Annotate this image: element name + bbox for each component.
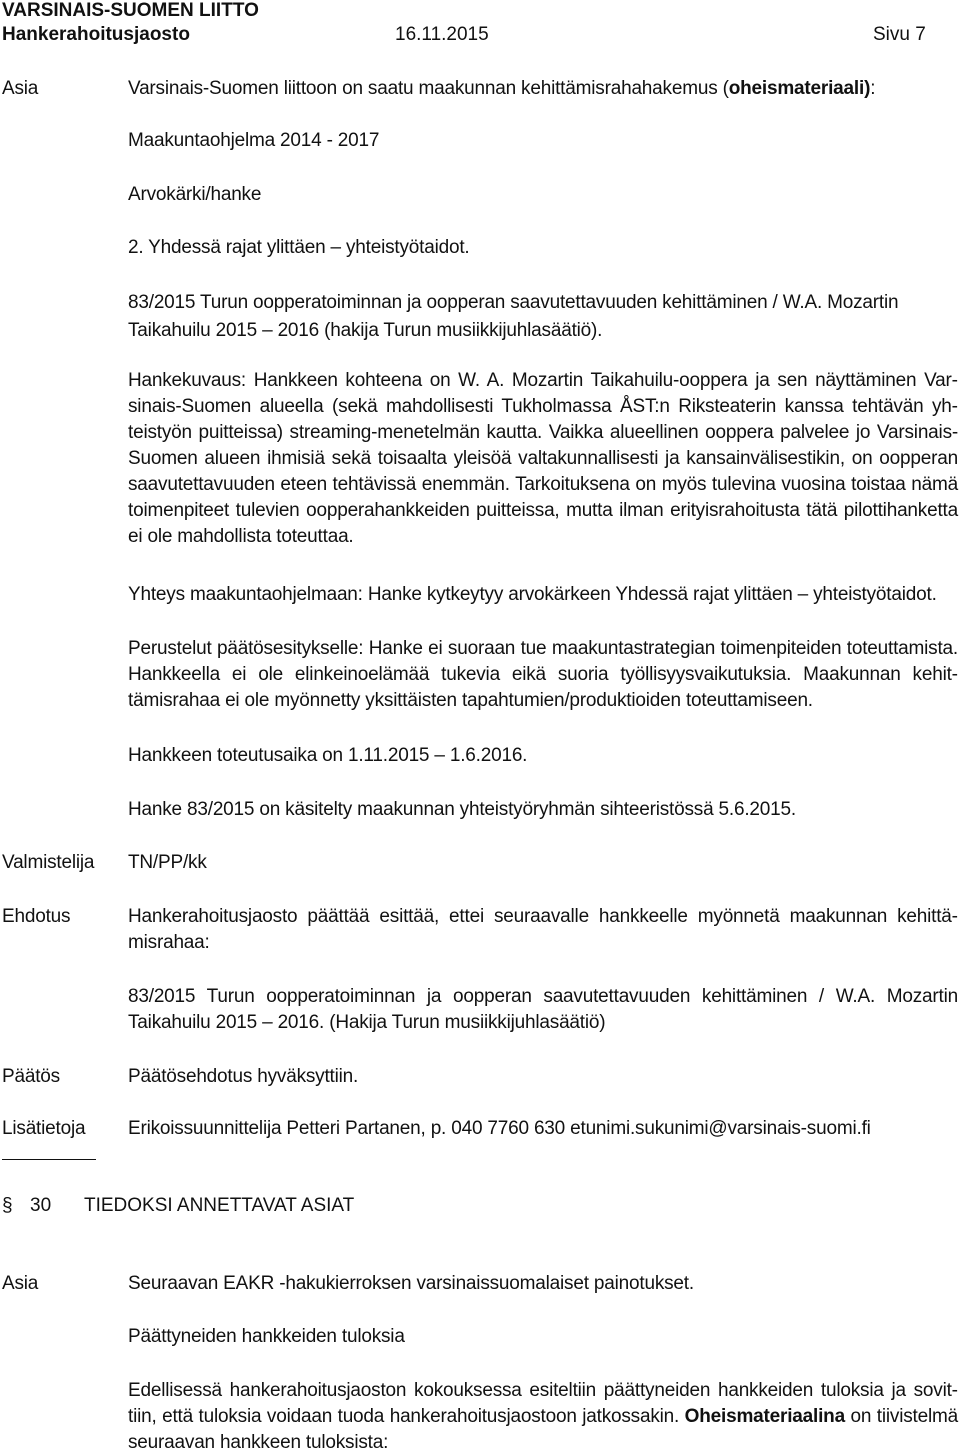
section-marker: § — [2, 1195, 13, 1216]
decision-text: Päätösehdotus hyväksyttiin. — [128, 1066, 359, 1087]
intro-colon: : — [870, 78, 876, 99]
handling-note: Hanke 83/2015 on käsitelty maakunnan yhteistyöryhmän sihteeristössä 5.6.2015. — [128, 799, 796, 820]
intro-line — [128, 76, 875, 102]
section-divider — [2, 1159, 96, 1160]
item30-body — [128, 1378, 958, 1456]
cornerstone-line: Arvokärki/hanke — [128, 184, 262, 205]
section-number: 30 — [30, 1195, 52, 1216]
label-valmistelija: Valmistelija — [2, 852, 95, 873]
label-paatos: Päätös — [2, 1066, 60, 1087]
intro-text: Varsinais-Suomen liittoon on saatu maakunnan kehittämisrahahakemus ( — [128, 78, 729, 99]
page-number: Sivu 7 — [873, 24, 926, 45]
proposal-text: Hankerahoitusjaosto päättää esittää, ettei seuraavalle hankkeelle myönnetä maakunnan kehittämisrahaa: — [128, 906, 958, 953]
label-lisatietoja: Lisätietoja — [2, 1118, 86, 1139]
project-title-line2: Taikahuilu 2015 – 2016 (hakija Turun musiikkijuhlasäätiö). — [128, 320, 603, 341]
contact-info: Erikoissuunnittelija Petteri Partanen, p. 040 7760 630 etunimi.sukunimi@varsinais-suomi.fi — [128, 1118, 871, 1139]
item30-subheading: Päättyneiden hankkeiden tuloksia — [128, 1326, 405, 1347]
label-asia: Asia — [2, 78, 39, 99]
body-name: Hankerahoitusjaosto — [2, 24, 190, 45]
section-title: TIEDOKSI ANNETTAVAT ASIAT — [84, 1195, 355, 1216]
project-description: Hankekuvaus: Hankkeen kohteena on W. A. Mozartin Taikahuilu-ooppera ja sen näyttäminen Varsinais-Suomen alueella (sekä mahdollisesti Tukholmassa ÅST:n Riksteaterin kanssa tehtävän yhteistyön puitteissa) streaming-menetelmän kautta. Vaikka alueellinen ooppera palvelee jo Varsinais-Suomen alueen ihmisiä sekä toisaalta yleisöä valtakunnallisesti ja kansainvälisestikin, on oopperan saavutettavuuden eteen tehtävissä enemmän. Tarkoituksena on myös tulevina vuosina toistaa nämä toimenpiteet tulevien oopperahankkeiden puitteissa, mutta ilman erityisrahoitusta tätä pilottihanketta ei ole mahdollista toteuttaa. — [128, 370, 958, 547]
item30-body-end: on tiivistelmä seuraavan hankkeen tuloksista: — [128, 1406, 958, 1453]
program-line: Maakuntaohjelma 2014 - 2017 — [128, 130, 380, 151]
intro-attachment: oheismateriaali) — [728, 78, 871, 99]
label-ehdotus: Ehdotus — [2, 906, 71, 927]
label-asia-30: Asia — [2, 1273, 39, 1294]
theme-line: 2. Yhdessä rajat ylittäen – yhteistyötaidot. — [128, 237, 470, 258]
proposal-project: 83/2015 Turun oopperatoiminnan ja oopperan saavutettavuuden kehittäminen / W.A. Mozartin Taikahuilu 2015 – 2016. (Hakija Turun musiikkijuhlasäätiö) — [128, 986, 958, 1033]
project-duration: Hankkeen toteutusaika on 1.11.2015 – 1.6.2016. — [128, 745, 528, 766]
project-title-line1: 83/2015 Turun oopperatoiminnan ja oopperan saavutettavuuden kehittäminen / W.A. Mozartin — [128, 292, 899, 313]
decision-rationale: Perustelut päätösesitykselle: Hanke ei suoraan tue maakuntastrategian toimenpiteiden toteuttamista. Hankkeella ei ole elinkeinoelämää tukevia eikä suoria työllisyysvaikutuksia. Maakunnan kehittämisrahaa ei ole myönnetty yksittäisten tapahtumien/produktioiden toteuttamiseen. — [128, 638, 958, 711]
preparer-initials: TN/PP/kk — [128, 852, 207, 873]
organization-name: VARSINAIS-SUOMEN LIITTO — [2, 0, 259, 21]
item30-subject: Seuraavan EAKR -hakukierroksen varsinaissuomalaiset painotukset. — [128, 1273, 694, 1294]
item30-attachment: Oheismateriaalina — [684, 1406, 845, 1427]
item30-body-text: Edellisessä hankerahoitusjaoston kokouksessa esiteltiin päättyneiden hankkeiden tuloksia ja sovittiin, että tuloksia voidaan tuoda hankerahoitusjaostoon jatkossakin. — [128, 1380, 958, 1427]
program-link: Yhteys maakuntaohjelmaan: Hanke kytkeytyy arvokärkeen Yhdessä rajat ylittäen – yhteistyötaidot. — [128, 584, 937, 605]
meeting-date: 16.11.2015 — [395, 24, 489, 45]
